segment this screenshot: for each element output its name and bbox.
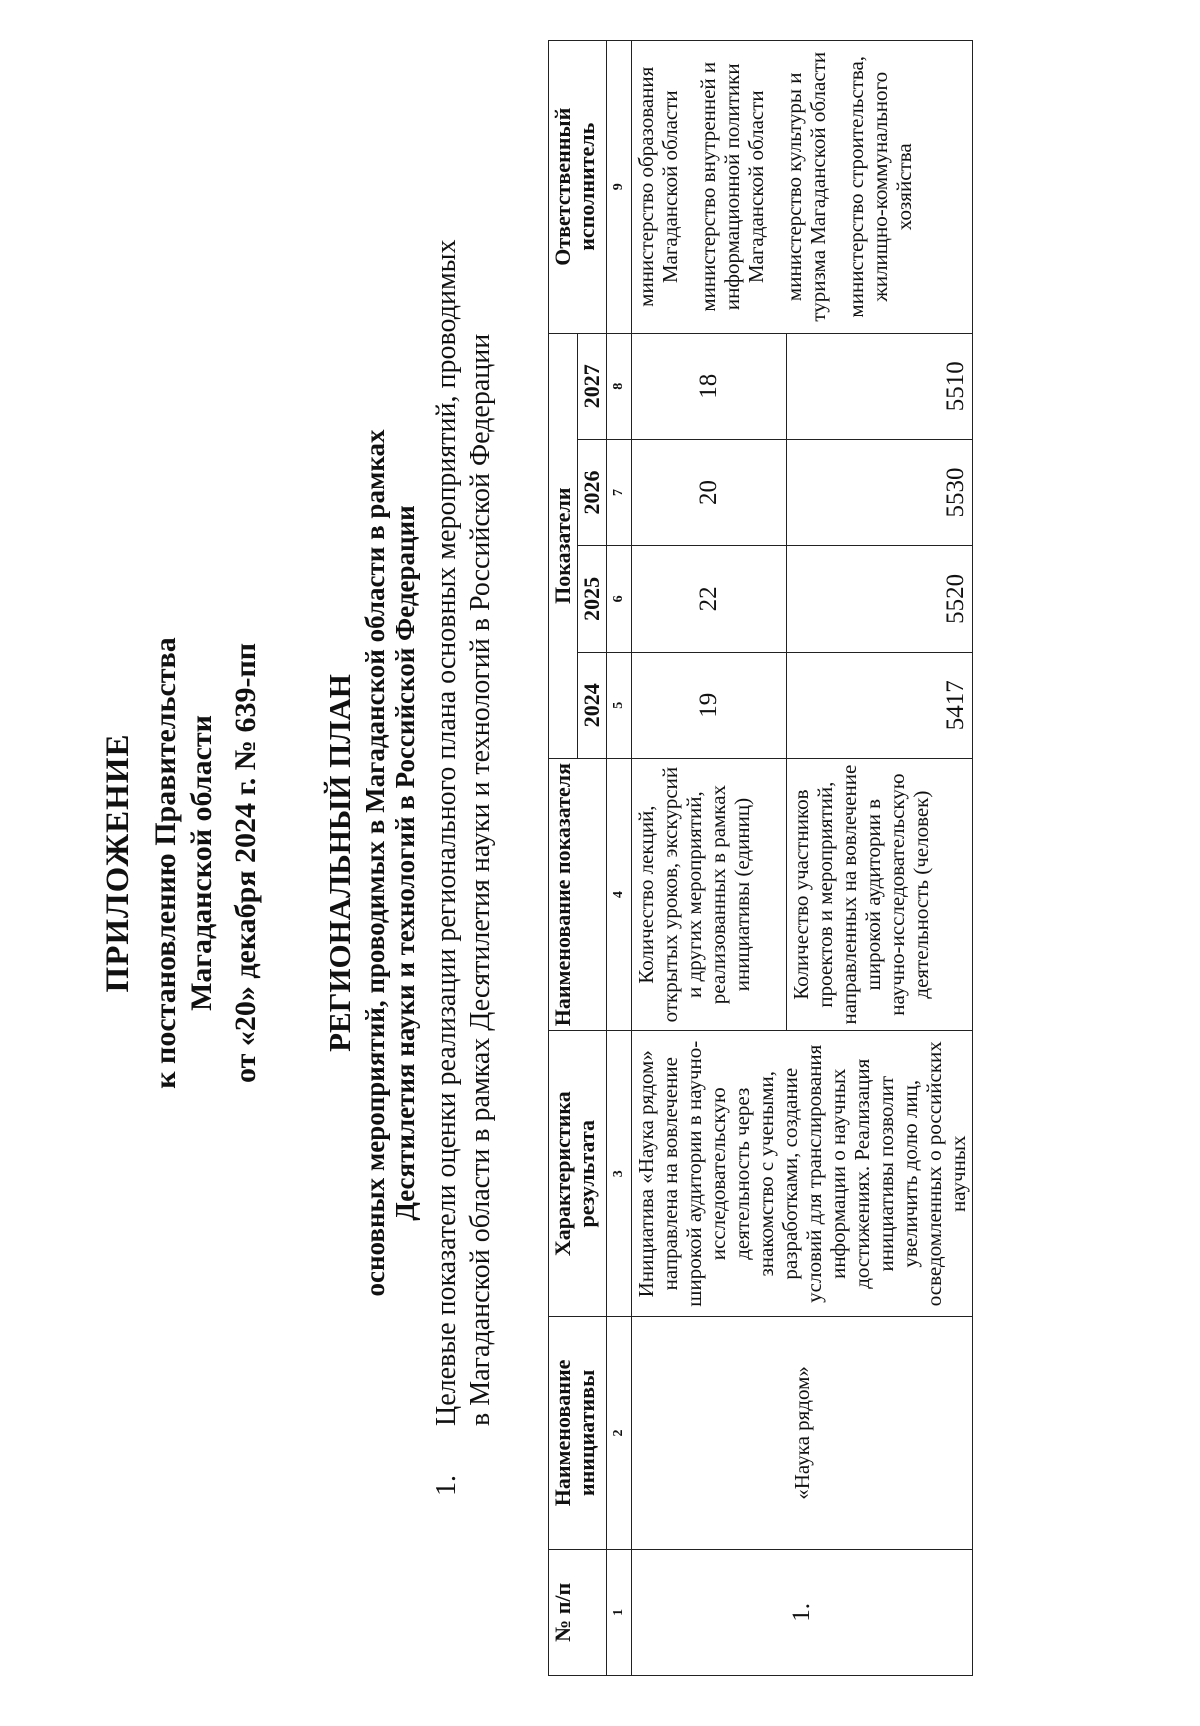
header-responsible: Ответственный исполнитель <box>549 41 607 334</box>
header-year-2026: 2026 <box>578 439 607 545</box>
appendix-header <box>100 0 264 1726</box>
row-responsible <box>632 41 973 334</box>
indicator-2-2025: 5520 <box>786 546 972 652</box>
header-number: № п/п <box>549 1549 607 1675</box>
indicator-1-2025: 22 <box>632 546 787 652</box>
indicator-2-2026: 5530 <box>786 439 972 545</box>
column-number: 9 <box>607 41 632 334</box>
section-line-2: в Магаданской области в рамках Десятилетия науки и технологий в Российской Федерации <box>465 333 496 1426</box>
appendix-decree-date: от «20» декабря 2024 г. № 639-пп <box>229 642 262 1084</box>
indicator-2-name: Количество участников проектов и мероприятий, направленных на вовлечение широкой аудитории в научно-исследовательскую деятельность (человек) <box>786 758 972 1030</box>
indicator-1-2026: 20 <box>632 439 787 545</box>
header-year-2027: 2027 <box>578 333 607 439</box>
row-result: Инициатива «Наука рядом» направлена на вовлечение широкой аудитории в научно-исследовательскую деятельность через знакомство с учеными, разработками, создание условий для транслирования информации о научных достижениях. Реализация инициативы позволит увеличить долю лиц, осведомленных о российских научных <box>632 1031 973 1317</box>
plan-title: РЕГИОНАЛЬНЫЙ ПЛАН <box>322 674 357 1052</box>
header-year-2025: 2025 <box>578 546 607 652</box>
column-number: 6 <box>607 546 632 652</box>
row-number: 1. <box>632 1549 973 1675</box>
indicators-table <box>548 40 973 1676</box>
section-line-1: Целевые показатели оценки реализации регионального плана основных мероприятий, проводимых <box>431 239 462 1426</box>
row-initiative: «Наука рядом» <box>632 1317 973 1550</box>
indicator-1-name: Количество лекций, открытых уроков, экскурсий и других мероприятий, реализованных в рамках инициативы (единиц) <box>632 758 787 1030</box>
header-indicators-group: Показатели <box>549 333 578 758</box>
section-number: 1. <box>431 1475 462 1496</box>
responsible-3: министерство культуры и туризма Магаданской области <box>782 51 830 322</box>
table-row <box>632 41 787 1676</box>
header-result: Характеристика результата <box>549 1031 607 1317</box>
column-number: 8 <box>607 333 632 439</box>
plan-subtitle-2: Десятилетия науки и технологий в Российской Федерации <box>390 505 420 1221</box>
responsible-2: министерство внутренней и информационной политики Магаданской области <box>696 61 768 312</box>
appendix-line-1: к постановлению Правительства <box>149 637 182 1089</box>
indicator-1-2024: 19 <box>632 652 787 758</box>
column-number: 1 <box>607 1549 632 1675</box>
table-header-row <box>549 41 578 1676</box>
column-number: 4 <box>607 758 632 1030</box>
plan-heading <box>320 0 420 1726</box>
column-number-row <box>607 41 632 1676</box>
appendix-line-2: Магаданской области <box>185 715 218 1011</box>
indicator-2-2024: 5417 <box>786 652 972 758</box>
appendix-title: ПРИЛОЖЕНИЕ <box>100 733 136 993</box>
responsible-1: министерство образования Магаданской области <box>634 66 682 307</box>
plan-subtitle-1: основных мероприятий, проводимых в Магаданской области в рамках <box>360 429 390 1297</box>
column-number: 3 <box>607 1031 632 1317</box>
indicator-1-2027: 18 <box>632 333 787 439</box>
header-initiative: Наименование инициативы <box>549 1317 607 1550</box>
responsible-4: министерство строительства, жилищно-коммунального хозяйства <box>844 55 916 318</box>
section-heading <box>430 96 498 1496</box>
column-number: 5 <box>607 652 632 758</box>
indicator-2-2027: 5510 <box>786 333 972 439</box>
header-indicator: Наименование показателя <box>549 758 607 1030</box>
header-year-2024: 2024 <box>578 652 607 758</box>
column-number: 7 <box>607 439 632 545</box>
column-number: 2 <box>607 1317 632 1550</box>
